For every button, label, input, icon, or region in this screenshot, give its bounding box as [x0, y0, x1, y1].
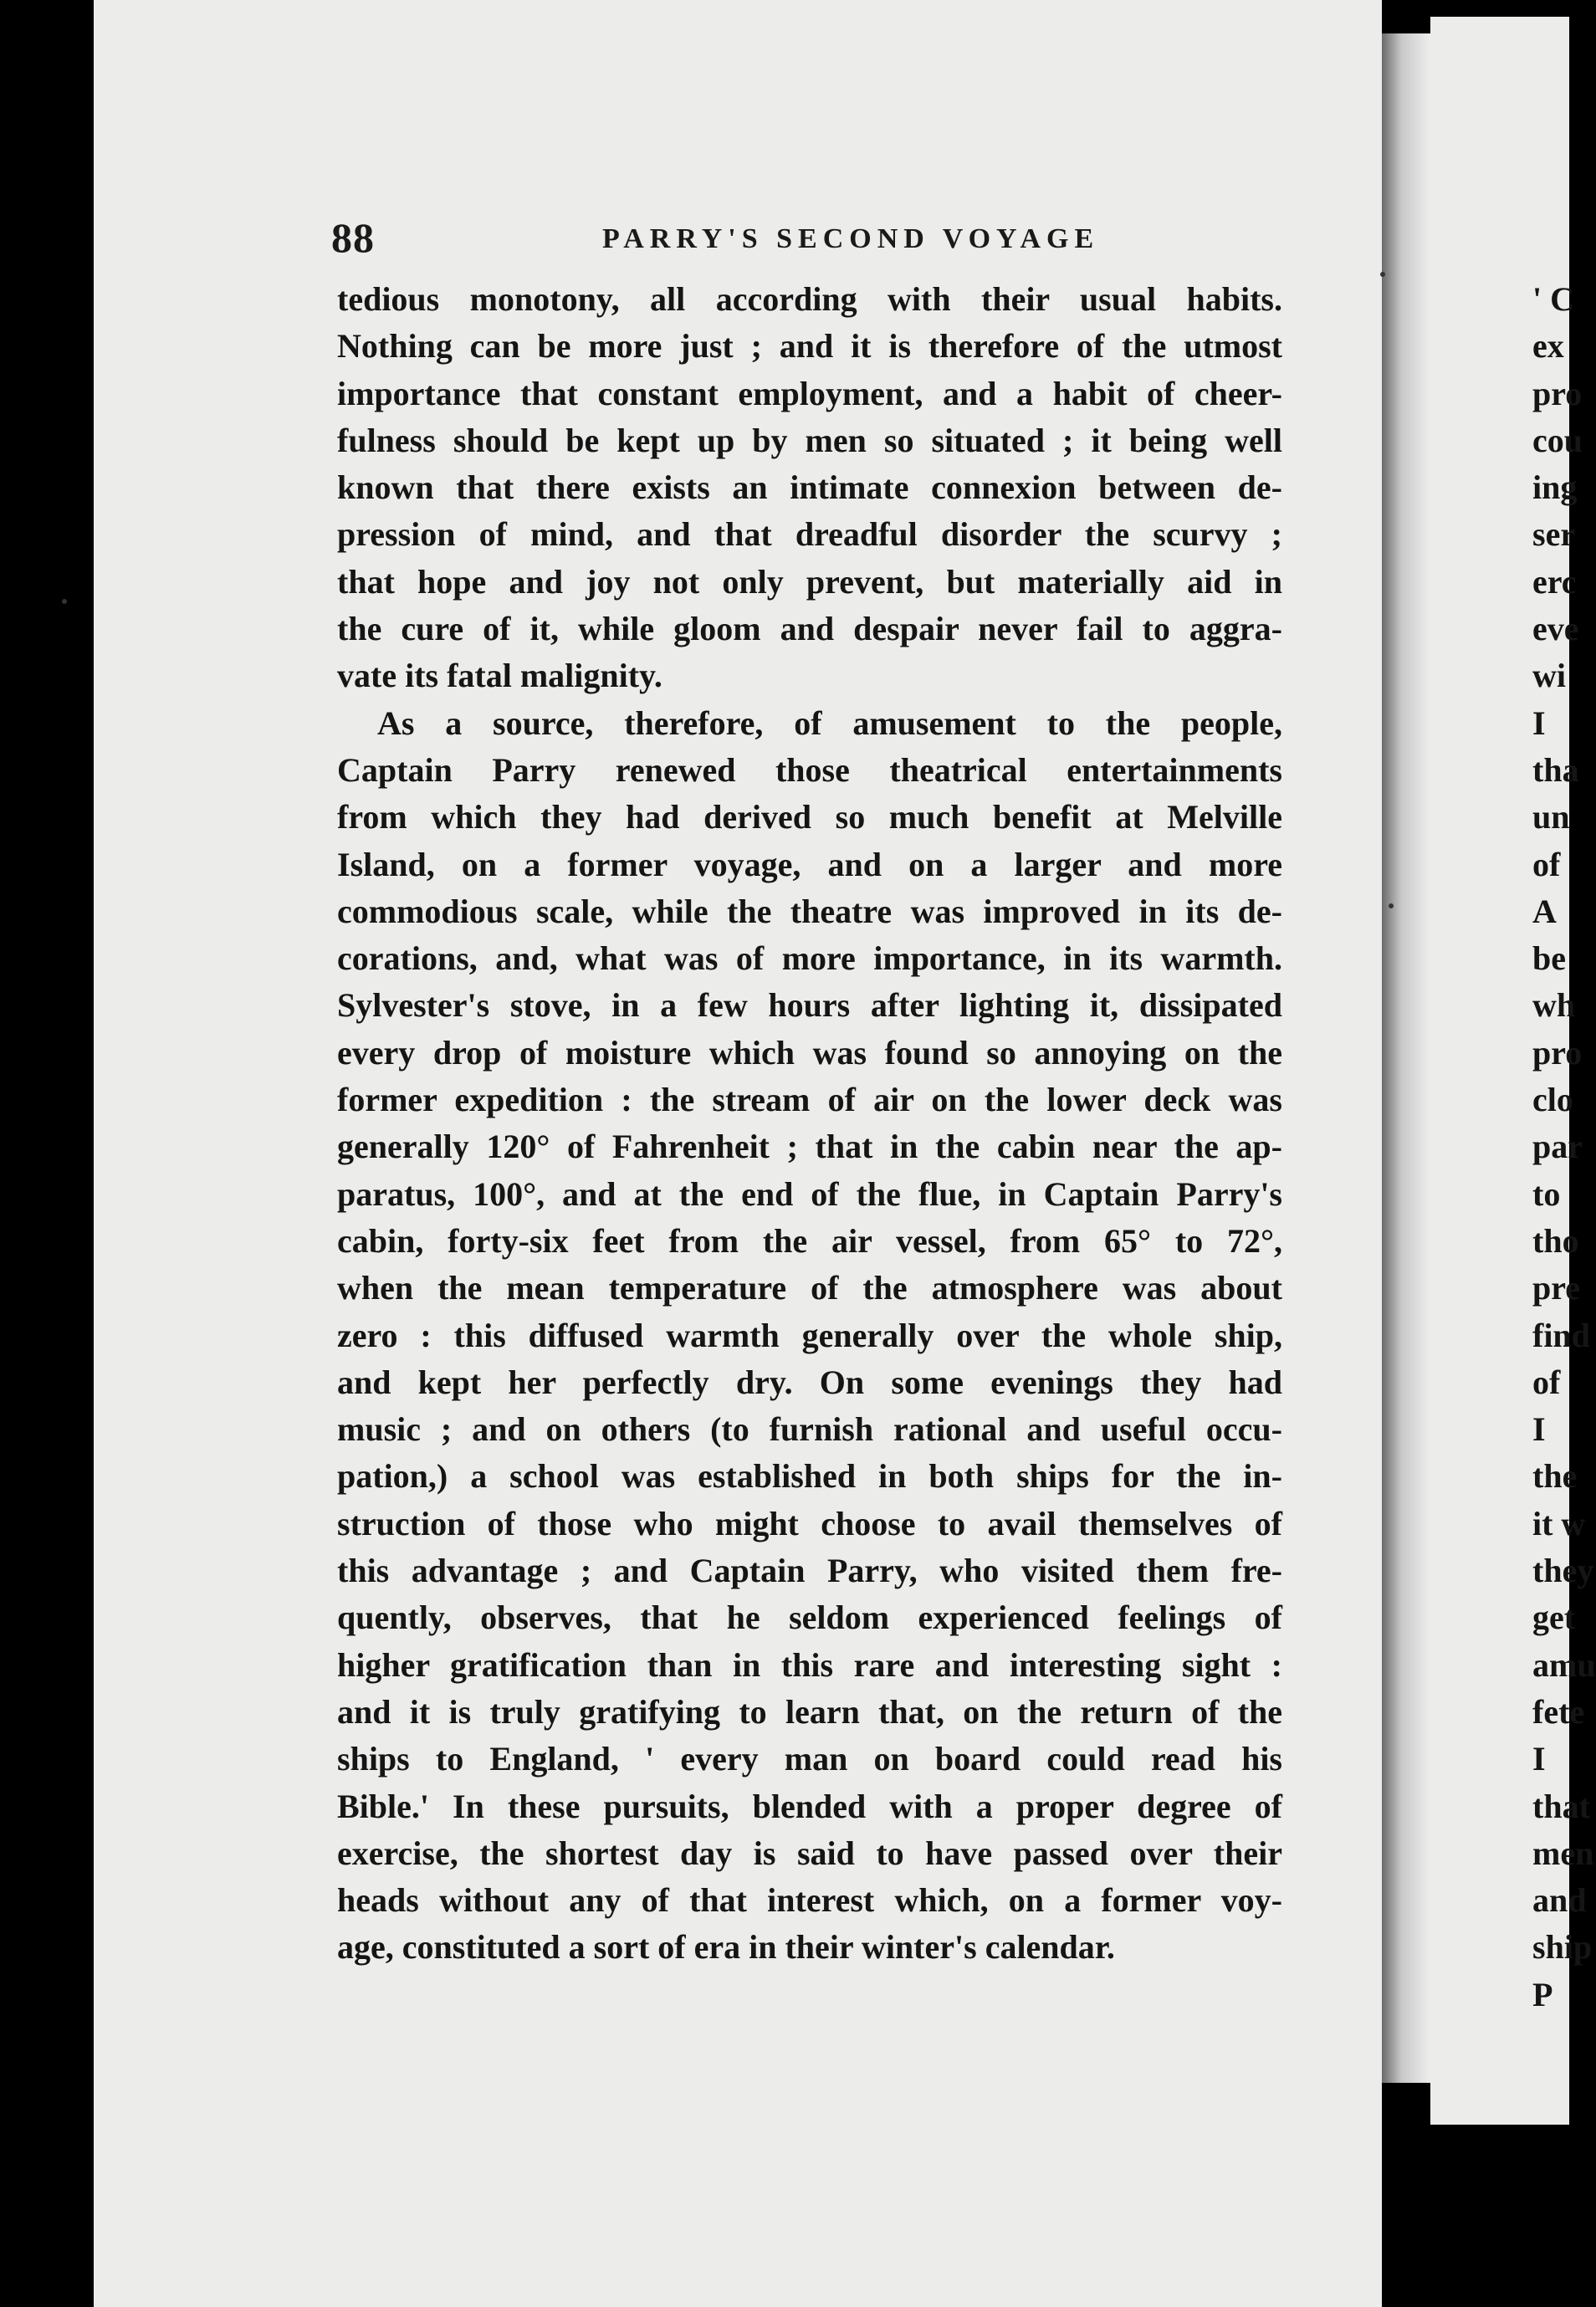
fragment-line: tho: [1532, 1221, 1579, 1260]
text-line: and it is truly gratifying to learn that, on the return of the: [337, 1692, 1282, 1731]
fragment-line: eve: [1532, 610, 1579, 648]
scan-speck: [1389, 903, 1394, 908]
fragment-line: P: [1532, 1975, 1553, 2013]
fragment-line: of: [1532, 1363, 1561, 1401]
scan-speck: [1380, 272, 1385, 277]
text-line: music ; and on others (to furnish rational and useful occu-: [337, 1410, 1282, 1449]
fragment-line: clo: [1532, 1081, 1573, 1119]
fragment-line: find: [1532, 1316, 1590, 1354]
text-line: ships to England, ' every man on board could read his: [337, 1740, 1282, 1778]
body-text: [337, 276, 1282, 1972]
fragment-line: I: [1532, 703, 1546, 742]
fragment-line: ing: [1532, 468, 1578, 507]
text-line: this advantage ; and Captain Parry, who visited them fre-: [337, 1552, 1282, 1590]
text-line: struction of those who might choose to avail themselves of: [337, 1504, 1282, 1542]
fragment-line: they: [1532, 1552, 1594, 1590]
fragment-line: that: [1532, 1787, 1590, 1825]
text-line: higher gratification than in this rare and interesting sight :: [337, 1645, 1282, 1684]
fragment-line: the: [1532, 1457, 1578, 1496]
fragment-line: and: [1532, 1881, 1587, 1920]
fragment-line: ship: [1532, 1928, 1593, 1967]
text-line: generally 120° of Fahrenheit ; that in the cabin near the ap-: [337, 1128, 1282, 1166]
text-line: tedious monotony, all according with their usual habits.: [337, 280, 1282, 318]
text-line: pation,) a school was established in both ships for the in-: [337, 1457, 1282, 1496]
fragment-line: wi: [1532, 657, 1566, 695]
text-line: and kept her perfectly dry. On some evenings they had: [337, 1363, 1282, 1401]
running-head: PARRY'S SECOND VOYAGE: [602, 223, 1100, 254]
fragment-line: ex: [1532, 327, 1564, 366]
scan-speck: [62, 599, 67, 604]
fragment-line: cou: [1532, 421, 1583, 459]
text-line: commodious scale, while the theatre was improved in its de-: [337, 892, 1282, 930]
text-line: exercise, the shortest day is said to have passed over their: [337, 1834, 1282, 1872]
text-line: Bible.' In these pursuits, blended with a proper degree of: [337, 1787, 1282, 1825]
text-line: corations, and, what was of more importance, in its warmth.: [337, 939, 1282, 978]
text-line: age, constituted a sort of era in their winter's calendar.: [337, 1928, 1115, 1967]
fragment-line: A: [1532, 892, 1557, 930]
text-line: importance that constant employment, and a habit of cheer-: [337, 374, 1282, 412]
fragment-line: it w: [1532, 1504, 1586, 1542]
fragment-line: pro: [1532, 1033, 1583, 1072]
paragraph-start-line: As a source, therefore, of amusement to the people,: [377, 703, 1282, 742]
fragment-line: pro: [1532, 374, 1583, 412]
text-line: vate its fatal malignity.: [337, 657, 662, 695]
fragment-line: pre: [1532, 1269, 1581, 1307]
text-line: pression of mind, and that dreadful disorder the scurvy ;: [337, 515, 1282, 554]
text-line: paratus, 100°, and at the end of the flue, in Captain Parry's: [337, 1174, 1282, 1213]
text-line: former expedition : the stream of air on the lower deck was: [337, 1081, 1282, 1119]
fragment-line: ser: [1532, 515, 1576, 554]
text-line: Sylvester's stove, in a few hours after lighting it, dissipated: [337, 986, 1282, 1025]
fragment-line: ' C: [1532, 280, 1574, 318]
fragment-line: un: [1532, 798, 1570, 836]
fragment-line: to: [1532, 1174, 1561, 1213]
page-header: [331, 213, 1302, 263]
fragment-line: amu: [1532, 1645, 1596, 1684]
text-line: known that there exists an intimate connexion between de-: [337, 468, 1282, 507]
fragment-line: fete: [1532, 1692, 1585, 1731]
page-number: 88: [331, 214, 375, 261]
fragment-line: of: [1532, 845, 1561, 883]
right-page-text-fragments: [1532, 276, 1596, 2018]
text-line: fulness should be kept up by men so situated ; it being well: [337, 421, 1282, 459]
fragment-line: be: [1532, 939, 1566, 978]
text-line: Nothing can be more just ; and it is therefore of the utmost: [337, 327, 1282, 366]
text-line: heads without any of that interest which, on a former voy-: [337, 1881, 1282, 1920]
fragment-line: I: [1532, 1410, 1546, 1449]
fragment-line: par: [1532, 1128, 1583, 1166]
text-line: zero : this diffused warmth generally over the whole ship,: [337, 1316, 1282, 1354]
text-line: Island, on a former voyage, and on a larger and more: [337, 845, 1282, 883]
fragment-line: erc: [1532, 562, 1577, 601]
fragment-line: get: [1532, 1599, 1576, 1637]
fragment-line: I: [1532, 1740, 1546, 1778]
text-line: the cure of it, while gloom and despair never fail to aggra-: [337, 610, 1282, 648]
text-line: quently, observes, that he seldom experienced feelings of: [337, 1599, 1282, 1637]
text-line: cabin, forty-six feet from the air vessel, from 65° to 72°,: [337, 1221, 1282, 1260]
fragment-line: tha: [1532, 750, 1579, 789]
book-gutter: [1382, 33, 1430, 2083]
text-line: when the mean temperature of the atmosphere was about: [337, 1269, 1282, 1307]
text-line: Captain Parry renewed those theatrical entertainments: [337, 750, 1282, 789]
fragment-line: wh: [1532, 986, 1576, 1025]
text-line: from which they had derived so much benefit at Melville: [337, 798, 1282, 836]
text-line: every drop of moisture which was found so annoying on the: [337, 1033, 1282, 1072]
fragment-line: men: [1532, 1834, 1594, 1872]
text-line: that hope and joy not only prevent, but materially aid in: [337, 562, 1282, 601]
